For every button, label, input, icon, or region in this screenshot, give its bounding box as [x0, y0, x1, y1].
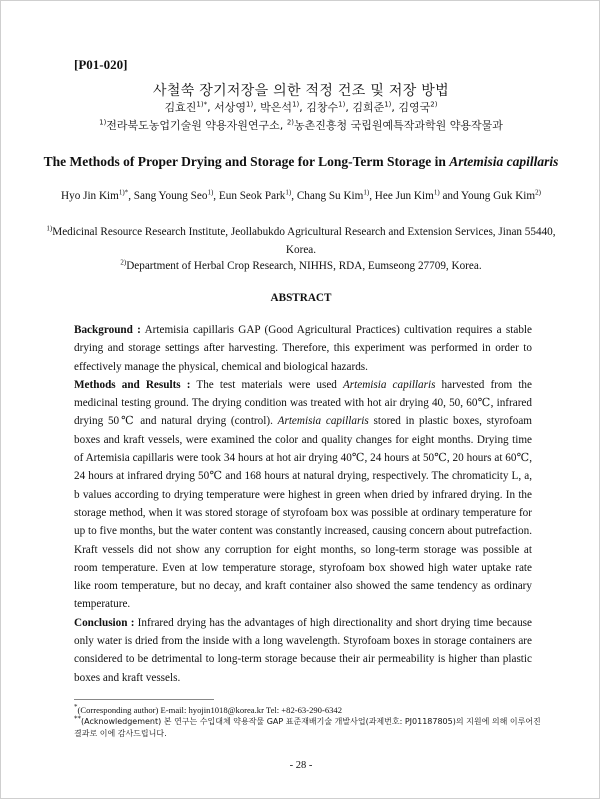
en-author-sep: , [291, 190, 297, 202]
footnote-acknowledgement [74, 716, 544, 740]
abstract-body [74, 321, 532, 687]
korean-authors: 김효진$^{1)*}$, 서상영$^{1)}$, 박은석$^{1)}$, 김창수$^{1)}$, 김희준$^{1)}$, 김영국$^{2)}$ [164, 100, 438, 114]
en-affil-sup: 1) [46, 224, 53, 233]
korean-title: 사철쑥 장기저장을 의한 적정 건조 및 저장 방법 [153, 83, 449, 99]
footnote-mark: ** [74, 714, 81, 723]
ko-author-name: 김희준 [352, 101, 385, 114]
ko-author-sup: 1) [245, 100, 254, 109]
methods-species: Artemisia capillaris [342, 378, 436, 391]
ko-author-name: 김효진 [164, 101, 197, 114]
ko-author-sup: 1) [338, 100, 346, 109]
en-author-sep: , [369, 190, 375, 202]
ko-author-sup: 1) [292, 100, 300, 109]
poster-code: [P01-020] [74, 57, 128, 72]
english-title-species: Artemisia capillaris [449, 154, 559, 169]
en-affil-1-text: Medicinal Resource Research Institute, Jeollabukdo Agricultural Research and Extension Services, Jinan 55440, Korea. [52, 226, 556, 256]
en-author-sep: and [439, 190, 462, 202]
en-author-name: Sang Young Seo [133, 190, 208, 202]
en-author-name: Hee Jun Kim [374, 190, 434, 202]
en-affil-2-text: Department of Herbal Crop Research, NIHHS, RDA, Eumseong 27709, Korea. [126, 260, 482, 272]
ko-author-sup: 1)* [196, 100, 208, 109]
en-author-sup: 1) [363, 188, 370, 197]
footnote-mark: * [74, 703, 78, 712]
background-text: Artemisia capillaris GAP (Good Agricultural Practices) cultivation requires a stable drying and storage settings after harvesting. Therefore, this experiment was performed in order to effectively manage the physical, chemical and biological hazards. [74, 324, 532, 373]
ko-affil-sup: 2) [286, 118, 294, 127]
english-title [41, 151, 561, 172]
en-author-name: Hyo Jin Kim [61, 190, 119, 202]
ko-affil-2: 농촌진흥청 국립원예특작과학원 약용작물과 [294, 119, 503, 132]
english-authors [41, 187, 561, 205]
en-author-sup: 1)* [118, 188, 129, 197]
en-author-name: Eun Seok Park [218, 190, 286, 202]
en-author-sep: , [128, 190, 134, 202]
en-author-sup: 1) [285, 188, 292, 197]
ko-affil-sup: 1) [99, 118, 107, 127]
english-title-text: The Methods of Proper Drying and Storage for Long-Term Storage in [43, 154, 450, 169]
en-author-sep: , [213, 190, 219, 202]
en-affil-sup: 2) [120, 258, 127, 267]
methods-label: Methods and Results : [74, 378, 191, 391]
methods-text: stored in plastic boxes, styrofoam boxes and kraft vessels, were examined the color and quality changes for eight months. Drying time of Artemisia capillaris were took 34 hours at hot air drying 40℃, 24 hours at 50℃, 20 hours at 60℃, 24 hours at infrared drying 50℃ and 168 hours at natural drying, respectively. The chromaticity L, a, b values according to drying temperature were highest in green when dried by infrared drying. In the storage method, when it was stored storage of styrofoam box was possible at ordinary temperature for up to five months, but the water content was constantly increased, causing concern about putrefaction. Kraft vessels did not show any corruption for eight months, so long-term storage was possible at room temperature. Even at low temperature storage, styrofoam box showed high water uptake rate like room temperature, but no decay, and kraft container also showed the same tendency as ordinary temperature. [74, 415, 532, 611]
en-author-name: Chang Su Kim [296, 190, 364, 202]
ko-author-name: 김영국 [398, 101, 431, 114]
page-number: - 28 - [289, 760, 313, 771]
background-label: Background : [74, 324, 141, 336]
conclusion-text: Infrared drying has the advantages of high directionality and short drying time because only water is dried from the inside with a long wavelength. Styrofoam boxes in storage containers are considered to be detrimental to long-term storage because their air permeability is higher than plastic boxes and kraft vessels. [74, 616, 532, 684]
ko-affil-1: 전라북도농업기술원 약용자원연구소, [106, 119, 287, 132]
footnote-corresponding [74, 704, 544, 716]
background-paragraph [74, 321, 532, 376]
conclusion-label: Conclusion : [74, 616, 135, 629]
english-affiliation-2 [41, 257, 561, 275]
en-author-sup: 1) [207, 188, 214, 197]
methods-paragraph [74, 376, 532, 614]
ko-author-sup: 2) [430, 100, 438, 109]
en-author-sup: 2) [535, 188, 541, 197]
english-affiliation-1 [41, 223, 561, 259]
ko-author-name: 김창수 [306, 101, 339, 114]
conclusion-paragraph [74, 614, 532, 687]
footnote-acknowledgement-text: (Acknowledgement) 본 연구는 수입대체 약용작물 GAP 표준재배기술 개발사업(과제번호: PJ01187805)의 지원에 의해 이루어진 결과로 이에 감사드립니다. [74, 717, 541, 738]
ko-author-sup: 1) [384, 100, 392, 109]
footnote-divider [74, 699, 214, 700]
en-author-sup: 1) [433, 188, 440, 197]
abstract-heading: ABSTRACT [270, 292, 332, 304]
ko-author-name: 박은석 [260, 101, 293, 114]
methods-species: Artemisia capillaris [277, 415, 369, 428]
methods-text: The test materials were used [190, 378, 343, 391]
en-author-name: Young Guk Kim [461, 190, 536, 202]
korean-affiliation [1, 117, 600, 133]
footnote-corresponding-text: (Corresponding author) E-mail: hyojin1018@korea.kr Tel: +82-63-290-6342 [77, 705, 343, 715]
methods-text: harvested from the medicinal testing ground. The drying condition was treated with hot air drying 40, 50, 60℃, infrared drying 50℃ and natural drying (control). [74, 378, 532, 428]
ko-author-name: 서상영 [214, 101, 246, 114]
